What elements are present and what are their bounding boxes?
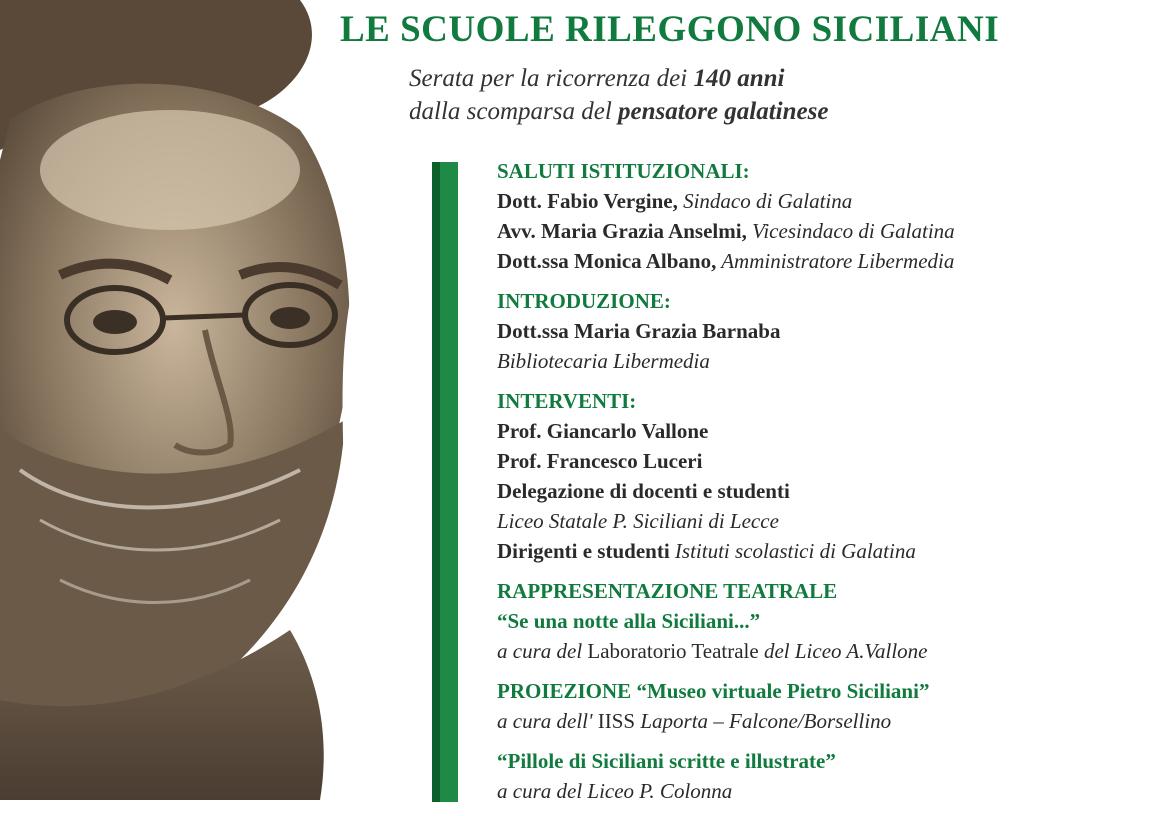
heading-introduzione: INTRODUZIONE: (497, 289, 671, 313)
heading-proiezione (497, 676, 1157, 706)
schools-name: Istituti scolastici di Galatina (674, 539, 916, 563)
school-line: Liceo Statale P. Siciliani di Lecce (497, 509, 779, 533)
credit-line (497, 706, 1157, 736)
section-teatro (497, 576, 1157, 666)
subtitle-line1: Serata per la ricorrenza dei (409, 65, 694, 92)
credit-lab: Laboratorio Teatrale (582, 639, 764, 663)
section-interventi (497, 386, 1157, 566)
credit-institute: IISS (592, 709, 641, 733)
subtitle-line2: dalla scomparsa del (409, 98, 619, 125)
credit-prefix: a cura del (497, 779, 583, 803)
credit-school: Laporta – Falcone/Borsellino (640, 709, 892, 733)
subtitle (409, 62, 1149, 128)
subtitle-anniversary: 140 anni (693, 65, 785, 92)
credit-prefix: a cura del (497, 639, 583, 663)
page-title: LE SCUOLE RILEGGONO SICILIANI (340, 9, 1000, 50)
credit-del: del (763, 639, 790, 663)
speaker-line (497, 186, 1157, 216)
speaker-line (497, 216, 1157, 246)
credit-school: Liceo A.Vallone (789, 639, 928, 663)
heading-interventi: INTERVENTI: (497, 389, 637, 413)
speaker-name: Dott.ssa Monica Albano, (497, 249, 717, 273)
schools-line (497, 536, 1157, 566)
section-pillole (497, 746, 1157, 806)
credit-line (497, 776, 1157, 806)
speaker-name: Dott. Fabio Vergine, (497, 189, 678, 213)
speaker-name: Dott.ssa Maria Grazia Barnaba (497, 319, 781, 343)
speaker-role: Bibliotecaria Libermedia (497, 349, 710, 373)
schools-prefix: Dirigenti e studenti (497, 539, 675, 563)
accent-bar-light (440, 162, 458, 802)
speaker-role: Sindaco di Galatina (677, 189, 853, 213)
section-introduzione (497, 286, 1157, 376)
heading-saluti: SALUTI ISTITUZIONALI: (497, 159, 750, 183)
program (497, 156, 1157, 816)
credit-line (497, 636, 1157, 666)
speaker-line (497, 246, 1157, 276)
delegation-line: Delegazione di docenti e studenti (497, 479, 790, 503)
heading-teatro: RAPPRESENTAZIONE TEATRALE (497, 579, 838, 603)
play-title: “Se una notte alla Siciliani...” (497, 609, 761, 633)
heading-proiezione-title: “Museo virtuale Pietro Siciliani” (631, 679, 930, 703)
credit-school: Liceo P. Colonna (582, 779, 733, 803)
credit-prefix: a cura dell' (497, 709, 593, 733)
accent-bar-dark (432, 162, 440, 802)
section-saluti (497, 156, 1157, 276)
heading-pillole: “Pillole di Siciliani scritte e illustrate” (497, 749, 836, 773)
speaker-role: Vicesindaco di Galatina (746, 219, 955, 243)
section-proiezione (497, 676, 1157, 736)
speaker-role: Amministratore Libermedia (716, 249, 955, 273)
heading-proiezione-label: PROIEZIONE (497, 679, 632, 703)
speaker-name: Avv. Maria Grazia Anselmi, (497, 219, 747, 243)
portrait-image (0, 0, 440, 800)
subtitle-thinker: pensatore galatinese (618, 98, 829, 125)
speaker-name: Prof. Francesco Luceri (497, 449, 703, 473)
speaker-name: Prof. Giancarlo Vallone (497, 419, 709, 443)
